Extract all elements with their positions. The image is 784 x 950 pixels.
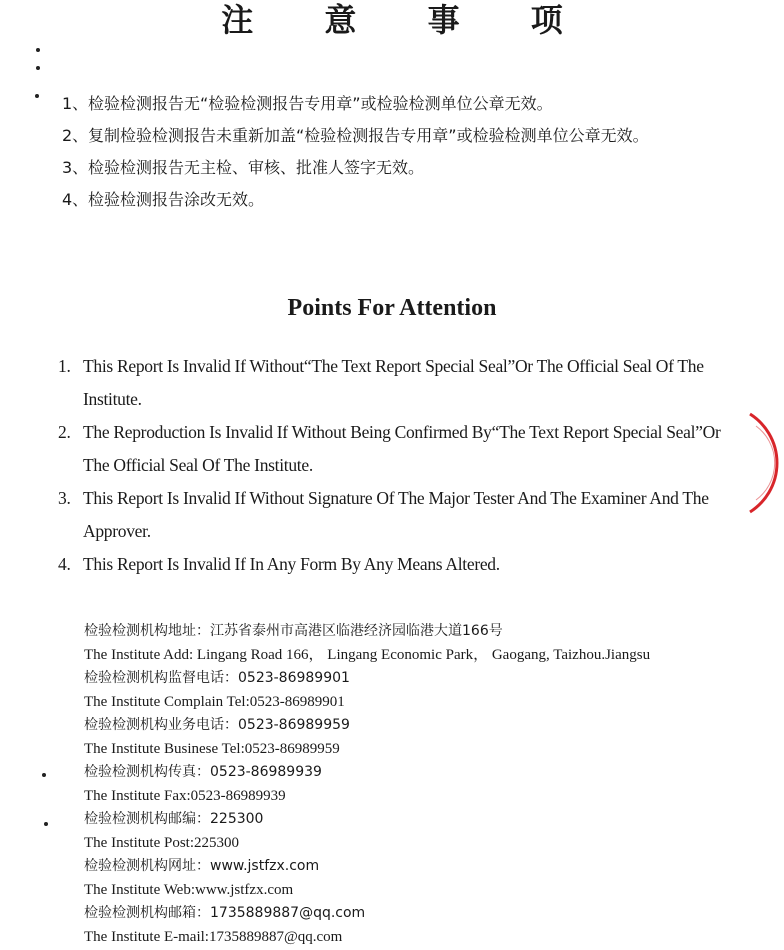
business-phone-en: The Institute Businese Tel:0523-86989959 bbox=[84, 740, 340, 757]
list-item-number: 3. bbox=[58, 488, 71, 508]
list-item-text: 检验检测报告无主检、审核、批准人签字无效。 bbox=[88, 158, 425, 177]
address-cn: 检验检测机构地址：江苏省泰州市高港区临港经济园临港大道166号 bbox=[84, 623, 503, 639]
address-en: The Institute Add: Lingang Road 166， Lingang Economic Park， Gaogang, Taizhou.Jiangsu bbox=[84, 646, 651, 663]
list-item bbox=[58, 548, 728, 581]
list-item-text: 复制检验检测报告未重新加盖“检验检测报告专用章”或检验检测单位公章无效。 bbox=[88, 126, 649, 145]
list-item bbox=[58, 350, 728, 416]
list-item-text: 检验检测报告涂改无效。 bbox=[88, 190, 265, 209]
list-item-number: 2、 bbox=[62, 126, 89, 145]
notes-list-en bbox=[58, 350, 728, 581]
list-item-number: 4、 bbox=[62, 190, 89, 209]
list-item-number: 1、 bbox=[62, 94, 89, 113]
website-en: The Institute Web:www.jstfzx.com bbox=[84, 881, 294, 898]
list-item bbox=[58, 482, 728, 548]
list-item-number: 2. bbox=[58, 422, 71, 442]
postcode-cn: 检验检测机构邮编：225300 bbox=[84, 811, 264, 827]
list-item-text: This Report Is Invalid If In Any Form By Any Means Altered. bbox=[83, 554, 500, 574]
list-item-number: 4. bbox=[58, 554, 71, 574]
list-item-number: 3、 bbox=[62, 158, 89, 177]
list-item-text: 检验检测报告无“检验检测报告专用章”或检验检测单位公章无效。 bbox=[88, 94, 553, 113]
email-cn: 检验检测机构邮箱：1735889887@qq.com bbox=[84, 905, 366, 921]
page-title-en: Points For Attention bbox=[287, 295, 497, 321]
business-phone-cn: 检验检测机构业务电话：0523-86989959 bbox=[84, 717, 350, 733]
complain-phone-en: The Institute Complain Tel:0523-86989901 bbox=[84, 693, 345, 710]
list-item-text: This Report Is Invalid If Without“The Text Report Special Seal”Or The Official Seal Of The Institute. bbox=[83, 356, 704, 409]
scan-speck bbox=[35, 94, 39, 98]
fax-cn: 检验检测机构传真：0523-86989939 bbox=[84, 764, 322, 780]
page-title-cn: 注 意 事 项 bbox=[221, 1, 593, 39]
scan-speck bbox=[36, 48, 40, 52]
fax-en: The Institute Fax:0523-86989939 bbox=[84, 787, 286, 804]
scan-speck bbox=[36, 66, 40, 70]
scan-speck bbox=[42, 773, 46, 777]
website-cn: 检验检测机构网址：www.jstfzx.com bbox=[84, 858, 320, 874]
notes-list-cn bbox=[62, 88, 752, 216]
list-item-text: This Report Is Invalid If Without Signature Of The Major Tester And The Examiner And The Approver. bbox=[83, 488, 709, 541]
email-en: The Institute E-mail:1735889887@qq.com bbox=[84, 928, 343, 945]
complain-phone-cn: 检验检测机构监督电话：0523-86989901 bbox=[84, 670, 350, 686]
list-item-text: The Reproduction Is Invalid If Without Being Confirmed By“The Text Report Special Seal”Or The Official Seal Of The Institute. bbox=[83, 422, 721, 475]
list-item bbox=[62, 88, 752, 120]
postcode-en: The Institute Post:225300 bbox=[84, 834, 239, 851]
list-item bbox=[58, 416, 728, 482]
list-item bbox=[62, 120, 752, 152]
list-item-number: 1. bbox=[58, 356, 71, 376]
seal-arc bbox=[750, 414, 777, 512]
seal-stamp-icon bbox=[732, 408, 784, 518]
contact-block bbox=[84, 620, 744, 949]
list-item bbox=[62, 152, 752, 184]
scan-speck bbox=[44, 822, 48, 826]
list-item bbox=[62, 184, 752, 216]
